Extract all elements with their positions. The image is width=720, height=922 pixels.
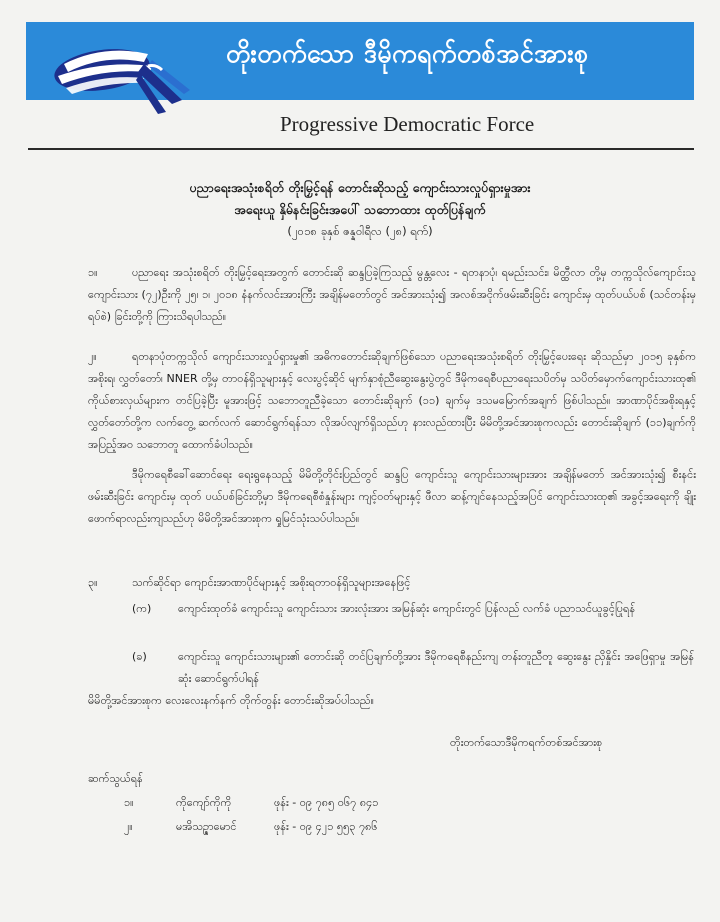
statement-heading-line2: အရေးယူ နှိမ်နင်းခြင်းအပေါ် သဘောထား ထုတ်ပြန်ချက် xyxy=(234,202,486,217)
paragraph-1: ပညာရေး အသုံးစရိတ် တိုးမြှင့်ရေးအတွက် တောင်းဆို ဆန္ဒပြခဲ့ကြသည့် မွန္တလေး - ရတနာပုံ၊ ရမည်းသင်း၊ မိတ္ထီလာ တို့မှ တက္ကသိုလ်ကျောင်းသူ ကျောင်းသား (၇၂)ဦးကို ၂၅၊ ၁၊ ၂၀၁၈ နံနက်လင်းအားကြီး အချိန်မတော်တွင် အင်အားသုံး၍ အလစ်အငိုက်ဖမ်းဆီးခြင်း ကျောင်းမှ ထုတ်ပယ်ပစ် (သင်တန်းမှ ရပ်စဲ) ခြင်းတို့ကို ကြားသိရပါသည်။ xyxy=(88,266,696,323)
paragraph-3: သက်ဆိုင်ရာ ကျောင်းအာဏာပိုင်များနှင့် အစိုးရတာဝန်ရှိသူများအနေဖြင့် xyxy=(132,576,411,589)
statement-date: (၂၀၁၈ ခုနှစ် ဇန္နဝါရီလ (၂၈) ရက်) xyxy=(287,224,433,238)
statement-heading-line1: ပညာရေးအသုံးစရိတ် တိုးမြှင့်ရန် တောင်းဆိုသည့် ကျောင်းသားလှုပ်ရှားမှုအား xyxy=(189,180,531,195)
demand-label: (ခ) xyxy=(132,650,147,663)
contact-name: ကိုကျော်ကိုကို xyxy=(176,796,232,809)
paragraph-number: ၃။ xyxy=(88,576,98,589)
contact-phone: ဖုန်း - ၀၉ ၇၈၅ ၀၆၇ ၈၄၁ xyxy=(274,796,379,809)
contact-name: မအိသဉ္ဇာမောင် xyxy=(176,820,237,833)
demand-label: (က) xyxy=(132,602,152,615)
paragraph-number: ၁။ xyxy=(88,266,98,279)
demand-item: ကျောင်းသူ ကျောင်းသားများ၏ တောင်းဆို တင်ပြချက်တို့အား ဒီမိုကရေစီနည်းကျ တန်းတူညီတူ ဆွေးနွေး ညှိနှိုင်း အဖြေရှာမှု အမြန်ဆုံး ဆောင်ရွက်ပါရန် xyxy=(178,650,694,685)
signature: တိုးတက်သောဒီမိုကရက်တစ်အင်အားစု xyxy=(450,736,603,749)
contact-number: ၂။ xyxy=(124,820,133,833)
contact-phone: ဖုန်း - ၀၉ ၄၂၁ ၅၅၃ ၇၈၆ xyxy=(274,820,378,833)
paragraph-2: ရတနာပုံတက္ကသိုလ် ကျောင်းသားလှုပ်ရှားမှု၏ အဓိကတောင်းဆိုချက်ဖြစ်သော ပညာရေးအသုံးစရိတ် တိုးမြှင့်ပေးရေး ဆိုသည်မှာ ၂၀၁၅ ခုနှစ်က အစိုးရ၊ လွှတ်တော်၊ NNER တို့မှ တာဝန်ရှိသူများနှင့် လေးပွင့်ဆိုင် မျက်နှာစုံညီဆွေးနွေးပွဲတွင် ဒီမိုကရေစီပညာရေးသပိတ်မှ သပိတ်မှောက်ကျောင်းသားထု၏ ကိုယ်စားလှယ်များက တင်ပြခဲ့ပြီး မူအားဖြင့် သဘောတူညီခဲ့သော တောင်းဆိုချက် (၁၁) ချက်မှ ဒသမမြောက်အချက် ဖြစ်ပါသည်။ အာဏာပိုင်အစိုးရနှင့် လွှတ်တော်တို့က လက်တွေ့ ဆက်လက် ဆောင်ရွက်ရန်သာ လိုအပ်လျက်ရှိသည်ဟု နားလည်ထားပြီး မိမိတို့အင်အားစုကလည်း တောင်းဆိုချက် (၁၁)ချက်ကို အပြည့်အဝ သဘောတူ ထောက်ခံပါသည်။ xyxy=(88,350,696,451)
pdf-logo-icon xyxy=(44,30,194,130)
closing-line: မိမိတို့အင်အားစုက လေးလေးနက်နက် တိုက်တွန်း တောင်းဆိုအပ်ပါသည်။ xyxy=(88,694,374,707)
header-divider xyxy=(28,148,694,150)
org-title-myanmar: တိုးတက်သော ဒီမိုကရက်တစ်အင်အားစု xyxy=(226,39,589,68)
paragraph-number: ၂။ xyxy=(88,350,97,363)
demand-item: ကျောင်းထုတ်ခံ ကျောင်းသူ ကျောင်းသား အားလုံးအား အမြန်ဆုံး ကျောင်းတွင် ပြန်လည် လက်ခံ ပညာသင်ယူခွင့်ပြုရန် xyxy=(178,602,636,615)
org-title-english: Progressive Democratic Force xyxy=(280,112,535,136)
contact-number: ၁။ xyxy=(124,796,134,809)
contact-heading: ဆက်သွယ်ရန် xyxy=(88,772,143,785)
paragraph-2b: ဒီမိုကရေစီခေါ်ဆောင်ရေး ရေးရွနေသည့် မိမိတို့တိုင်းပြည်တွင် ဆန္ဒပြ ကျောင်းသူ ကျောင်းသားများအား အချိန်မတော် အင်အားသုံး၍ စီးနင်း ဖမ်းဆီးခြင်း ကျောင်းမှ ထုတ် ပယ်ပစ်ခြင်းတို့မှာ ဒီမိုကရေစီစံနှုန်းများ ကျင့်ဝတ်များနှင့် ဖီလာ ဆန့်ကျင်နေသည့်အပြင် ကျောင်းသားထု၏ အခွင့်အရေးကို ချိုးဖောက်ရာလည်းကျသည်ဟု မိမိတို့အင်အားစုက ရှုမြင်သုံးသပ်ပါသည်။ xyxy=(88,468,696,525)
